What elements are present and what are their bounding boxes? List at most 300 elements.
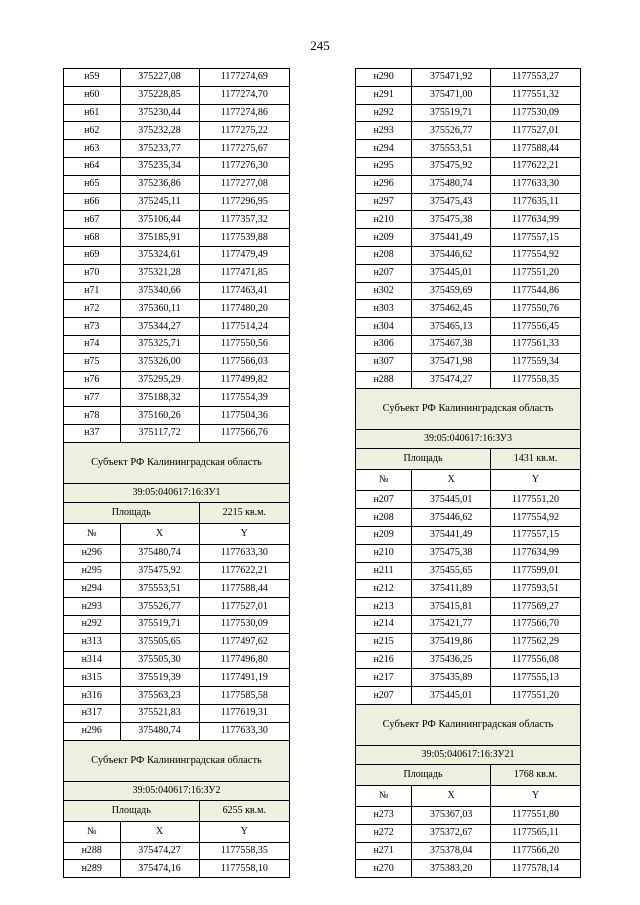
y-coordinate-cell: 1177622,21 [199,562,289,580]
subject-heading: Субъект РФ Калининградская область [64,740,290,781]
coordinates-table-left [63,68,290,878]
y-header: Y [491,470,581,491]
point-number-cell: н208 [356,509,412,527]
x-coordinate-cell: 375233,77 [120,140,199,158]
left-column [63,68,290,878]
x-coordinate-cell: 375480,74 [120,722,199,740]
table-row [64,318,290,336]
x-coordinate-cell: 375505,30 [120,651,199,669]
x-coordinate-cell: 375421,77 [412,615,491,633]
table-row [64,86,290,104]
table-row [356,824,581,842]
cadastral-number: 39:05:040617:16:ЗУ21 [356,745,581,764]
y-coordinate-cell: 1177550,56 [199,335,289,353]
point-number-cell: н212 [356,580,412,598]
area-value: 6255 кв.м. [199,800,289,821]
x-coordinate-cell: 375106,44 [120,211,199,229]
x-coordinate-cell: 375227,08 [120,69,199,87]
x-coordinate-cell: 375475,38 [412,544,491,562]
point-number-cell: н292 [356,104,412,122]
x-coordinate-cell: 375505,65 [120,633,199,651]
table-row [356,69,581,87]
table-row [356,842,581,860]
x-coordinate-cell: 375521,83 [120,704,199,722]
subject-row [64,442,290,483]
y-coordinate-cell: 1177566,03 [199,353,289,371]
x-coordinate-cell: 375480,74 [412,175,491,193]
y-coordinate-cell: 1177554,92 [491,246,581,264]
table-row [356,598,581,616]
area-label: Площадь [64,800,200,821]
point-number-cell: н207 [356,687,412,705]
point-number-cell: н296 [356,175,412,193]
point-number-cell: н316 [64,687,121,705]
y-coordinate-cell: 1177527,01 [199,598,289,616]
table-row [64,842,290,860]
table-row [356,580,581,598]
y-coordinate-cell: 1177514,24 [199,318,289,336]
subject-row [356,389,581,430]
y-coordinate-cell: 1177296,95 [199,193,289,211]
y-coordinate-cell: 1177578,14 [491,860,581,878]
point-number-cell: н289 [64,860,121,878]
y-coordinate-cell: 1177554,92 [491,509,581,527]
y-coordinate-cell: 1177566,76 [199,424,289,442]
table-row [64,371,290,389]
table-row [64,562,290,580]
table-row [356,687,581,705]
x-coordinate-cell: 375232,28 [120,122,199,140]
cadastral-row [64,483,290,502]
column-header-row [356,785,581,806]
x-coordinate-cell: 375326,00 [120,353,199,371]
table-row [64,544,290,562]
x-coordinate-cell: 375475,92 [120,562,199,580]
y-coordinate-cell: 1177619,31 [199,704,289,722]
x-coordinate-cell: 375367,03 [412,806,491,824]
point-number-cell: н209 [356,526,412,544]
table-row [64,722,290,740]
point-number-cell: н216 [356,651,412,669]
x-coordinate-cell: 375467,38 [412,335,491,353]
point-number-cell: н71 [64,282,121,300]
x-coordinate-cell: 375228,85 [120,86,199,104]
page-number: 245 [310,38,330,53]
y-coordinate-cell: 1177479,49 [199,246,289,264]
table-row [64,282,290,300]
point-number-cell: н295 [64,562,121,580]
point-number-cell: н213 [356,598,412,616]
x-coordinate-cell: 375526,77 [120,598,199,616]
table-row [64,424,290,442]
x-coordinate-cell: 375360,11 [120,300,199,318]
point-number-cell: н296 [64,544,121,562]
y-coordinate-cell: 1177593,51 [491,580,581,598]
point-number-cell: н61 [64,104,121,122]
table-row [356,122,581,140]
point-number-cell: н68 [64,229,121,247]
point-number-cell: н292 [64,615,121,633]
x-coordinate-cell: 375340,66 [120,282,199,300]
y-coordinate-cell: 1177276,30 [199,157,289,175]
area-value: 1431 кв.м. [491,449,581,470]
x-coordinate-cell: 375446,62 [412,509,491,527]
table-row [356,633,581,651]
y-coordinate-cell: 1177588,44 [199,580,289,598]
point-number-cell: н65 [64,175,121,193]
x-coordinate-cell: 375474,16 [120,860,199,878]
table-row [64,104,290,122]
table-row [64,300,290,318]
y-coordinate-cell: 1177530,09 [491,104,581,122]
point-number-cell: н295 [356,157,412,175]
table-row [64,687,290,705]
y-coordinate-cell: 1177634,99 [491,544,581,562]
point-number-cell: н37 [64,424,121,442]
table-row [64,264,290,282]
x-coordinate-cell: 375465,13 [412,318,491,336]
area-row [64,800,290,821]
point-number-cell: н64 [64,157,121,175]
x-coordinate-cell: 375160,26 [120,407,199,425]
y-header: Y [199,821,289,842]
point-number-cell: н208 [356,246,412,264]
right-column [355,68,581,878]
table-row [64,669,290,687]
x-coordinate-cell: 375185,91 [120,229,199,247]
cadastral-row [356,745,581,764]
table-row [356,526,581,544]
y-coordinate-cell: 1177557,15 [491,229,581,247]
table-row [64,229,290,247]
point-number-cell: н314 [64,651,121,669]
point-number-cell: н271 [356,842,412,860]
point-number-cell: н63 [64,140,121,158]
y-header: Y [199,523,289,544]
point-number-cell: н211 [356,562,412,580]
cadastral-number: 39:05:040617:16:ЗУ2 [64,781,290,800]
y-coordinate-cell: 1177497,62 [199,633,289,651]
point-number-cell: н288 [64,842,121,860]
y-coordinate-cell: 1177588,44 [491,140,581,158]
point-number-cell: н306 [356,335,412,353]
table-row [356,193,581,211]
area-row [356,449,581,470]
table-row [356,282,581,300]
point-number-cell: н288 [356,371,412,389]
table-row [356,509,581,527]
point-number-cell: н307 [356,353,412,371]
y-coordinate-cell: 1177463,41 [199,282,289,300]
x-coordinate-cell: 375325,71 [120,335,199,353]
x-header: X [412,470,491,491]
y-coordinate-cell: 1177556,08 [491,651,581,669]
table-row [64,353,290,371]
y-coordinate-cell: 1177550,76 [491,300,581,318]
table-row [356,229,581,247]
table-row [356,300,581,318]
x-coordinate-cell: 375445,01 [412,687,491,705]
column-header-row [356,470,581,491]
y-coordinate-cell: 1177496,80 [199,651,289,669]
y-coordinate-cell: 1177275,22 [199,122,289,140]
table-row [356,264,581,282]
x-coordinate-cell: 375480,74 [120,544,199,562]
table-row [356,562,581,580]
point-number-cell: н290 [356,69,412,87]
table-row [64,704,290,722]
area-label: Площадь [64,502,200,523]
point-number-cell: н217 [356,669,412,687]
y-coordinate-cell: 1177551,80 [491,806,581,824]
area-row [356,764,581,785]
y-coordinate-cell: 1177357,32 [199,211,289,229]
area-value: 2215 кв.м. [199,502,289,523]
x-coordinate-cell: 375471,92 [412,69,491,87]
point-number-cell: н62 [64,122,121,140]
number-header: № [356,785,412,806]
table-row [356,86,581,104]
y-coordinate-cell: 1177551,20 [491,491,581,509]
x-coordinate-cell: 375441,49 [412,526,491,544]
y-coordinate-cell: 1177569,27 [491,598,581,616]
x-header: X [120,821,199,842]
point-number-cell: н59 [64,69,121,87]
table-row [356,651,581,669]
x-coordinate-cell: 375344,27 [120,318,199,336]
table-row [64,407,290,425]
subject-heading: Субъект РФ Калининградская область [64,442,290,483]
x-header: X [120,523,199,544]
table-row [64,246,290,264]
x-coordinate-cell: 375474,27 [412,371,491,389]
table-row [356,211,581,229]
table-row [64,615,290,633]
y-coordinate-cell: 1177554,39 [199,389,289,407]
table-row [64,140,290,158]
x-coordinate-cell: 375455,65 [412,562,491,580]
point-number-cell: н209 [356,229,412,247]
table-row [64,211,290,229]
x-coordinate-cell: 375321,28 [120,264,199,282]
y-coordinate-cell: 1177551,32 [491,86,581,104]
point-number-cell: н272 [356,824,412,842]
table-row [356,371,581,389]
table-row [64,580,290,598]
table-row [356,544,581,562]
table-row [64,335,290,353]
table-row [356,353,581,371]
area-value: 1768 кв.м. [491,764,581,785]
x-coordinate-cell: 375519,39 [120,669,199,687]
table-row [64,651,290,669]
table-row [64,122,290,140]
point-number-cell: н291 [356,86,412,104]
x-header: X [412,785,491,806]
x-coordinate-cell: 375462,45 [412,300,491,318]
x-coordinate-cell: 375471,98 [412,353,491,371]
coordinates-table-right [355,68,581,878]
table-row [64,193,290,211]
cadastral-number: 39:05:040617:16:ЗУ3 [356,430,581,449]
table-row [356,175,581,193]
x-coordinate-cell: 375383,20 [412,860,491,878]
point-number-cell: н214 [356,615,412,633]
area-row [64,502,290,523]
y-coordinate-cell: 1177274,86 [199,104,289,122]
y-coordinate-cell: 1177622,21 [491,157,581,175]
x-coordinate-cell: 375324,61 [120,246,199,264]
point-number-cell: н207 [356,491,412,509]
x-coordinate-cell: 375475,43 [412,193,491,211]
y-coordinate-cell: 1177562,29 [491,633,581,651]
x-coordinate-cell: 375475,38 [412,211,491,229]
table-row [356,615,581,633]
subject-row [64,740,290,781]
y-coordinate-cell: 1177556,45 [491,318,581,336]
x-coordinate-cell: 375475,92 [412,157,491,175]
y-coordinate-cell: 1177558,35 [199,842,289,860]
y-coordinate-cell: 1177633,30 [199,722,289,740]
point-number-cell: н317 [64,704,121,722]
y-coordinate-cell: 1177539,88 [199,229,289,247]
cadastral-row [356,430,581,449]
y-coordinate-cell: 1177565,11 [491,824,581,842]
x-coordinate-cell: 375441,49 [412,229,491,247]
column-header-row [64,821,290,842]
x-coordinate-cell: 375563,23 [120,687,199,705]
point-number-cell: н304 [356,318,412,336]
subject-row [356,704,581,745]
number-header: № [64,821,121,842]
table-row [64,633,290,651]
area-label: Площадь [356,449,491,470]
x-coordinate-cell: 375435,89 [412,669,491,687]
y-coordinate-cell: 1177544,86 [491,282,581,300]
x-coordinate-cell: 375372,67 [412,824,491,842]
point-number-cell: н69 [64,246,121,264]
x-coordinate-cell: 375235,34 [120,157,199,175]
table-row [64,598,290,616]
table-row [64,157,290,175]
table-row [356,140,581,158]
table-row [356,246,581,264]
x-coordinate-cell: 375445,01 [412,264,491,282]
point-number-cell: н302 [356,282,412,300]
x-coordinate-cell: 375553,51 [120,580,199,598]
x-coordinate-cell: 375415,81 [412,598,491,616]
table-row [356,806,581,824]
point-number-cell: н215 [356,633,412,651]
table-row [356,318,581,336]
point-number-cell: н72 [64,300,121,318]
point-number-cell: н75 [64,353,121,371]
x-coordinate-cell: 375419,86 [412,633,491,651]
point-number-cell: н297 [356,193,412,211]
table-row [356,491,581,509]
y-coordinate-cell: 1177553,27 [491,69,581,87]
y-header: Y [491,785,581,806]
point-number-cell: н210 [356,211,412,229]
table-row [356,335,581,353]
point-number-cell: н60 [64,86,121,104]
y-coordinate-cell: 1177557,15 [491,526,581,544]
x-coordinate-cell: 375411,89 [412,580,491,598]
x-coordinate-cell: 375519,71 [412,104,491,122]
x-coordinate-cell: 375459,69 [412,282,491,300]
y-coordinate-cell: 1177599,01 [491,562,581,580]
table-row [356,157,581,175]
x-coordinate-cell: 375526,77 [412,122,491,140]
y-coordinate-cell: 1177274,69 [199,69,289,87]
y-coordinate-cell: 1177555,13 [491,669,581,687]
table-row [356,104,581,122]
x-coordinate-cell: 375519,71 [120,615,199,633]
x-coordinate-cell: 375378,04 [412,842,491,860]
y-coordinate-cell: 1177471,85 [199,264,289,282]
y-coordinate-cell: 1177566,20 [491,842,581,860]
y-coordinate-cell: 1177551,20 [491,687,581,705]
point-number-cell: н73 [64,318,121,336]
y-coordinate-cell: 1177635,11 [491,193,581,211]
y-coordinate-cell: 1177566,70 [491,615,581,633]
y-coordinate-cell: 1177561,33 [491,335,581,353]
y-coordinate-cell: 1177277,08 [199,175,289,193]
y-coordinate-cell: 1177530,09 [199,615,289,633]
point-number-cell: н294 [356,140,412,158]
y-coordinate-cell: 1177504,36 [199,407,289,425]
table-row [64,860,290,878]
y-coordinate-cell: 1177551,20 [491,264,581,282]
table-row [356,669,581,687]
point-number-cell: н70 [64,264,121,282]
cadastral-row [64,781,290,800]
x-coordinate-cell: 375117,72 [120,424,199,442]
subject-heading: Субъект РФ Калининградская область [356,704,581,745]
point-number-cell: н207 [356,264,412,282]
y-coordinate-cell: 1177558,10 [199,860,289,878]
x-coordinate-cell: 375446,62 [412,246,491,264]
y-coordinate-cell: 1177558,35 [491,371,581,389]
x-coordinate-cell: 375553,51 [412,140,491,158]
point-number-cell: н315 [64,669,121,687]
y-coordinate-cell: 1177499,82 [199,371,289,389]
y-coordinate-cell: 1177480,20 [199,300,289,318]
point-number-cell: н294 [64,580,121,598]
point-number-cell: н66 [64,193,121,211]
point-number-cell: н76 [64,371,121,389]
area-label: Площадь [356,764,491,785]
x-coordinate-cell: 375236,86 [120,175,199,193]
y-coordinate-cell: 1177633,30 [491,175,581,193]
point-number-cell: н270 [356,860,412,878]
y-coordinate-cell: 1177527,01 [491,122,581,140]
table-row [64,69,290,87]
point-number-cell: н210 [356,544,412,562]
point-number-cell: н296 [64,722,121,740]
x-coordinate-cell: 375471,00 [412,86,491,104]
column-header-row [64,523,290,544]
x-coordinate-cell: 375445,01 [412,491,491,509]
number-header: № [356,470,412,491]
cadastral-number: 39:05:040617:16:ЗУ1 [64,483,290,502]
y-coordinate-cell: 1177274,70 [199,86,289,104]
point-number-cell: н313 [64,633,121,651]
point-number-cell: н303 [356,300,412,318]
point-number-cell: н273 [356,806,412,824]
y-coordinate-cell: 1177559,34 [491,353,581,371]
point-number-cell: н293 [64,598,121,616]
